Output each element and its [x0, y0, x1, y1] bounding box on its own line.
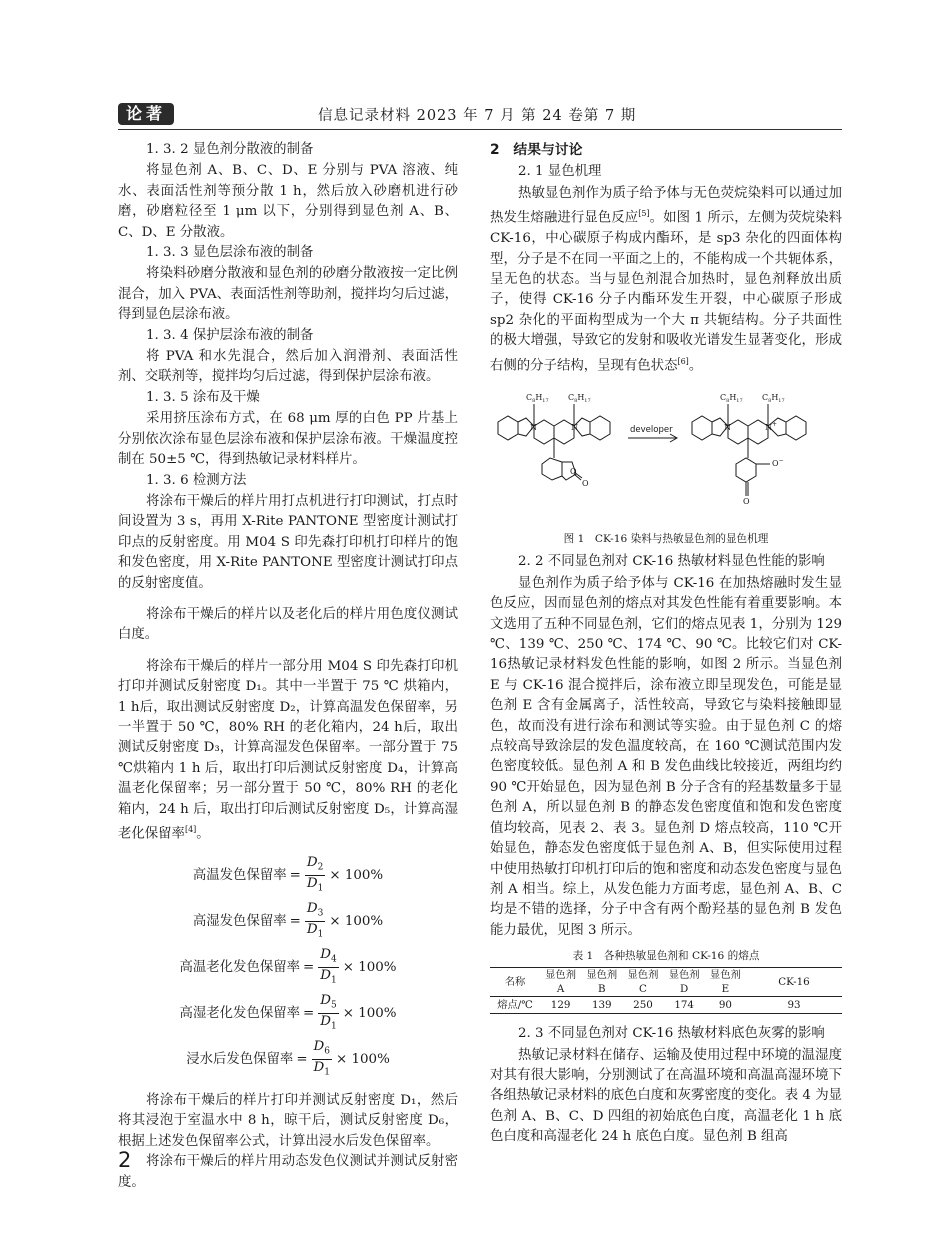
- numerator-sub: 4: [331, 954, 337, 965]
- fraction: [312, 1039, 332, 1081]
- reaction-arrow: [628, 425, 677, 442]
- ck16-colored-structure: [692, 393, 806, 506]
- denominator: D: [313, 1060, 325, 1076]
- developer-label: developer: [630, 425, 673, 436]
- numerator-sub: 5: [331, 1000, 337, 1011]
- denominator-sub: 1: [324, 1068, 331, 1079]
- page-number: 2: [118, 1148, 132, 1172]
- numerator-sub: 6: [324, 1046, 331, 1057]
- figure-caption: 图 1 CK-16 染料与热敏显色剂的显色机理: [563, 533, 769, 546]
- formula: 浸水后发色保留率 = $\frac{D_6}{D_1}$ × 100%: [118, 1037, 458, 1083]
- numerator: D: [313, 1038, 325, 1054]
- table-cell: 139: [581, 997, 622, 1014]
- paragraph: 显色剂作为质子给予体与 CK-16 在加热熔融时发生显色反应，因而显色剂的熔点对其发色性能有着重要影响。本文选用了五种不同显色剂，它们的熔点见表 1，分别为 129 ℃、139 ℃、250 ℃、174 ℃、90 ℃。比较它们对 CK-16热敏记录材料发色性能的影响，如图 2 所示。当显色剂 E 与 CK-16 混合搅拌后，涂布液立即呈现发色，可能是显色剂 E 含有金属离子，活性较高，导致它与染料接触即显色，故而没有进行涂布和测试等实验。由于显色剂 C 的熔点较高导致涂层的发色温度较高，在 160 ℃测试范围内发色密度较低。显色剂 A 和 B 发色曲线比较接近，两组均约 90 ℃开始显色，因为显色剂 B 分子含有的羟基数量多于显色剂 A，所以显色剂 B 的静态发色密度值和饱和发色密度值均较高，见表 2、表 3。显色剂 D 熔点较高，110 ℃开始显色，静态发色密度低于显色剂 A、B，但实际使用过程中使用热敏打印机打印后的饱和密度和动态发色密度与显色剂 A 相当。综上，从发色能力方面考虑，显色剂 A、B、C 均是不错的选择，分子中含有两个酚羟基的显色剂 B 发色能力最优，见图 3 所示。: [490, 575, 842, 938]
- table-header: B: [597, 983, 606, 996]
- paragraph: 将涂布干燥后的样片以及老化后的样片用色度仪测试白度。: [118, 606, 458, 643]
- fraction: [318, 993, 338, 1035]
- paragraph-text: 。如图 1 所示，左侧为荧烷染料 CK-16，中心碳原子构成内酯环，是 sp3 杂化的四面体构型，分子是不在同一平面之上的，不能构成一个共轭体系，呈无色的状态。当与显色剂混合加热时，显色剂释放出质子，使得 CK-16 分子内酯环发生开裂，中心碳原子形成 sp2 杂化的平面构型成为一个大 π 共轭结构。分子共面性的极大增强，导致它的发射和吸收光谱发生显著变化，形成右侧的分子结构，呈现有色状态: [490, 210, 842, 373]
- formula-tail: × 100%: [342, 1005, 397, 1021]
- formula-label: 高湿发色保留率: [192, 913, 287, 929]
- table-header: E: [721, 983, 730, 996]
- table-header: A: [556, 983, 565, 996]
- oxygen-label: O: [570, 467, 577, 477]
- table-row: [490, 997, 842, 1014]
- alkyl-label: $C_8H_{17}$: [762, 393, 785, 405]
- formula: 高湿老化发色保留率 = $\frac{D_5}{D_1}$ × 100%: [118, 991, 458, 1037]
- ck16-lactone-structure: [498, 393, 610, 488]
- paragraph-text: 热敏显色剂作为质子给予体与无色荧烷染料可以通过加热发生熔融进行显色反应: [490, 185, 842, 226]
- table-cell: 90: [705, 997, 746, 1014]
- citation: [4]: [184, 825, 197, 834]
- page-header: [118, 100, 842, 130]
- numerator-sub: 2: [317, 862, 324, 873]
- subsection-heading: 2. 3 不同显色剂对 CK-16 热敏材料底色灰雾的影响: [518, 1026, 825, 1042]
- denominator-sub: 1: [331, 976, 337, 987]
- table-cell: 250: [622, 997, 663, 1014]
- section-heading: 1. 3. 6 检测方法: [146, 472, 247, 488]
- nitrogen-label: N: [530, 423, 537, 433]
- numerator-sub: 3: [317, 908, 324, 919]
- denominator-sub: 1: [317, 884, 324, 895]
- table-header: 显色剂: [705, 968, 746, 983]
- fraction: [318, 947, 338, 989]
- table-header: 显色剂: [540, 968, 581, 983]
- section-heading: 1. 3. 4 保护层涂布液的制备: [146, 327, 314, 343]
- section-heading: 1. 3. 2 显色剂分散液的制备: [146, 142, 314, 157]
- oxygen-minus-label: O−: [772, 457, 784, 469]
- nitrogen-plus-label: N+: [765, 421, 778, 433]
- left-column: [118, 140, 458, 1193]
- section-heading: 1. 3. 3 显色层涂布液的制备: [146, 245, 314, 261]
- fraction: [305, 855, 325, 897]
- paragraph: [490, 184, 842, 377]
- subsection-heading: 2. 2 不同显色剂对 CK-16 热敏材料显色性能的影响: [518, 554, 825, 570]
- paragraph: 将 PVA 和水先混合，然后加入润滑剂、表面活性剂、交联剂等，搅拌均匀后过滤，得到保护层涂布液。: [118, 349, 458, 385]
- alkyl-label: $C_8H_{17}$: [720, 393, 743, 405]
- table-header: 显色剂: [622, 968, 663, 983]
- section-badge: 论著: [118, 103, 174, 125]
- table-header: 显色剂: [664, 968, 705, 983]
- formula-label: 高湿老化发色保留率: [179, 1005, 301, 1021]
- paragraph: 采用挤压涂布方式，在 68 μm 厚的白色 PP 片基上分别依次涂布显色层涂布液和保护层涂布液。干燥温度控制在 50±5 ℃，得到热敏记录材料样片。: [118, 411, 458, 468]
- denominator: D: [320, 1014, 331, 1030]
- formula-tail: × 100%: [329, 867, 384, 883]
- numerator: D: [320, 946, 331, 962]
- denominator-sub: 1: [331, 1022, 337, 1033]
- paragraph: 将染料砂磨分散液和显色剂的砂磨分散液按一定比例混合，加入 PVA、表面活性剂等助剂，搅拌均匀后过滤，得到显色层涂布液。: [118, 266, 458, 323]
- nitrogen-label: N: [571, 423, 578, 433]
- header-rule: [118, 129, 842, 130]
- table-cell: 93: [746, 997, 842, 1014]
- oxygen-label: O: [582, 479, 589, 489]
- formula: 高湿发色保留率 = $\frac{D_3}{D_1}$ × 100%: [118, 899, 458, 945]
- table-cell: 174: [664, 997, 705, 1014]
- section-heading: 1. 3. 5 涂布及干燥: [146, 389, 260, 405]
- table-header: D: [680, 983, 689, 996]
- formula: 高温老化发色保留率 = $\frac{D_4}{D_1}$ × 100%: [118, 945, 458, 991]
- formula-tail: × 100%: [329, 913, 384, 929]
- paragraph: 将涂布干燥后的样片用打点机进行打印测试，打点时间设置为 3 s，再用 X-Rite PANTONE 型密度计测试打印点的反射密度。用 M04 S 印先森打印机打印样片的饱和发色密度，用 X-Rite PANTONE 型密度计测试打印点的反射密度值。: [118, 493, 458, 591]
- melting-point-table: [490, 967, 842, 1014]
- table-header: 显色剂: [581, 968, 622, 983]
- table-header-ck16: CK-16: [746, 968, 842, 997]
- alkyl-label: $C_8H_{17}$: [568, 393, 591, 405]
- oxygen-label: O: [743, 497, 750, 507]
- formula-tail: × 100%: [336, 1051, 390, 1067]
- section-heading: 2 结果与讨论: [490, 142, 583, 158]
- denominator: D: [306, 922, 318, 938]
- table-header-name: 名称: [490, 968, 540, 997]
- table-caption: 表 1 各种热敏显色剂和 CK-16 的熔点: [572, 950, 760, 963]
- table-cell: 129: [540, 997, 581, 1014]
- reaction-diagram: [490, 382, 842, 530]
- citation: [5]: [638, 209, 650, 219]
- numerator: D: [306, 854, 318, 870]
- subsection-heading: 2. 1 显色机理: [518, 164, 602, 180]
- paragraph-end: 。: [688, 358, 703, 373]
- formula: 高温发色保留率 = $\frac{D_2}{D_1}$ × 100%: [118, 853, 458, 899]
- formula-list: [118, 853, 458, 1083]
- numerator: D: [320, 992, 331, 1008]
- formula-label: 高温发色保留率: [192, 867, 287, 883]
- paragraph: 热敏记录材料在储存、运输及使用过程中环境的温湿度对其有很大影响，分别测试了在高温环境和高温高湿环境下各组热敏记录材料的底色白度和灰雾密度的变化。表 4 为显色剂 A、B、C、D 四组的初始底色白度，高温老化 1 h 底色白度和高湿老化 24 h 底色白度。显色剂 B 组高: [490, 1047, 842, 1145]
- denominator: D: [320, 968, 331, 984]
- alkyl-label: $C_8H_{17}$: [526, 393, 549, 405]
- right-column: [490, 140, 842, 1148]
- figure-1: [490, 382, 842, 530]
- citation: [6]: [677, 356, 689, 366]
- numerator: D: [306, 900, 318, 916]
- table-row-label: 熔点/℃: [490, 997, 540, 1014]
- paragraph-text: 将涂布干燥后的样片一部分用 M04 S 印先森打印机打印并测试反射密度 D₁。其中一半置于 75 ℃ 烘箱内，1 h后，取出测试反射密度 D₂，计算高温发色保留率，另一半置于 50 ℃，80% RH 的老化箱内，24 h后，取出测试反射密度 D₃，计算高湿发色保留率。一部分置于 75 ℃烘箱内 1 h 后，取出打印后测试反射密度 D₄，计算高温老化保留率；另一部分置于 50 ℃，80% RH 的老化箱内，24 h 后，取出打印后测试反射密度 D₅，计算高湿老化保留率: [118, 658, 458, 842]
- nitrogen-label: N: [724, 423, 731, 433]
- paragraph-end: 。: [196, 826, 210, 842]
- paragraph: [118, 657, 458, 845]
- formula-label: 高温老化发色保留率: [179, 959, 301, 975]
- paragraph: 将显色剂 A、B、C、D、E 分别与 PVA 溶液、纯水、表面活性剂等预分散 1 h，然后放入砂磨机进行砂磨，砂磨粒径至 1 μm 以下，分别得到显色剂 A、B、C、D、E 分散液。: [118, 163, 458, 240]
- paragraph: 将涂布干燥后的样片用动态发色仪测试并测试反射密度。: [118, 1154, 458, 1190]
- formula-tail: × 100%: [342, 959, 397, 975]
- denominator-sub: 1: [317, 930, 324, 941]
- denominator: D: [306, 876, 318, 892]
- table-header-row: [490, 968, 842, 983]
- fraction: [305, 901, 325, 943]
- running-title: 信息记录材料 2023 年 7 月 第 24 卷第 7 期: [318, 108, 637, 124]
- formula-label: 浸水后发色保留率: [186, 1051, 294, 1067]
- paragraph: 将涂布干燥后的样片打印并测试反射密度 D₁，然后将其浸泡于室温水中 8 h，晾干后，测试反射密度 D₆，根据上述发色保留率公式，计算出浸水后发色保留率。: [118, 1092, 459, 1149]
- table-header: C: [639, 983, 647, 996]
